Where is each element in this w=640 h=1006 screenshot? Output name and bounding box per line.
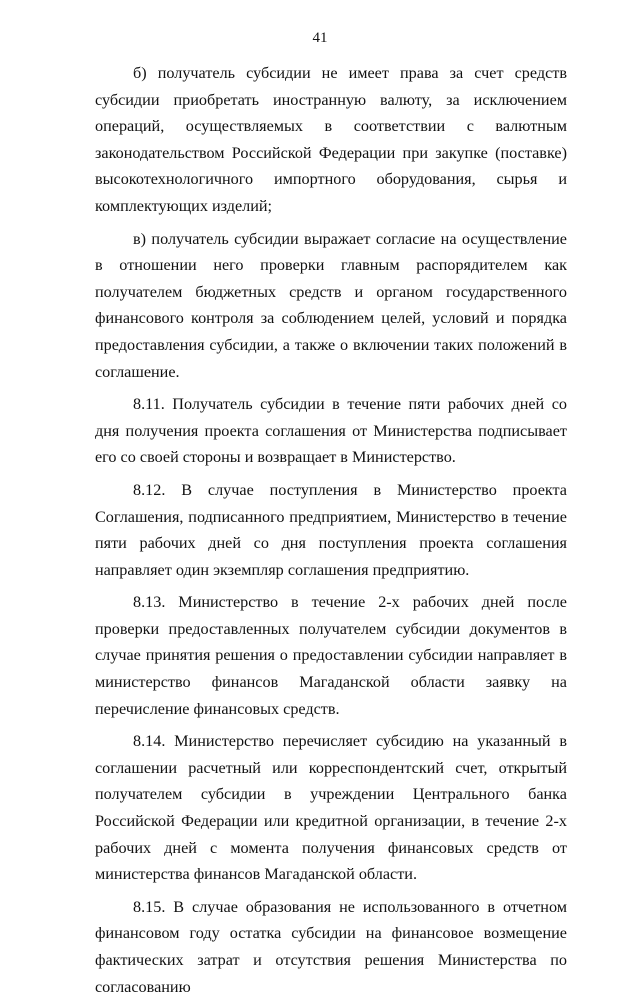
document-body (95, 60, 567, 1006)
paragraph-8-14: 8.14. Министерство перечисляет субсидию на указанный в соглашении расчетный или корреспондентский счет, открытый получателем субсидии в учреждении Центрального банка Российской Федерации или кредитной организации, в течение 2-х рабочих дней с момента получения финансовых средств от министерства финансов Магаданской области. (95, 732, 567, 884)
paragraph-8-13: 8.13. Министерство в течение 2-х рабочих дней после проверки предоставленных получателем субсидии документов в случае принятия решения о предоставлении субсидии направляет в министерство финансов Магаданской области заявку на перечисление финансовых средств. (95, 593, 567, 718)
paragraph-subitem-b: б) получатель субсидии не имеет права за счет средств субсидии приобретать иностранную валюту, за исключением операций, осуществляемых в соответствии с валютным законодательством Российской Федерации при закупке (поставке) высокотехнологичного импортного оборудования, сырья и комплектующих изделий; (95, 64, 567, 215)
paragraph-8-11: 8.11. Получатель субсидии в течение пяти рабочих дней со дня получения проекта соглашения от Министерства подписывает его со своей стороны и возвращает в Министерство. (95, 395, 567, 467)
paragraph-8-12: 8.12. В случае поступления в Министерство проекта Соглашения, подписанного предприятием, Министерство в течение пяти рабочих дней со дня поступления проекта соглашения направляет один экземпляр соглашения предприятию. (95, 480, 567, 579)
paragraph-subitem-v: в) получатель субсидии выражает согласие на осуществление в отношении него проверки главным распорядителем как получателем бюджетных средств и органом государственного финансового контроля за соблюдением целей, условий и порядка предоставления субсидии, а также о включении таких положений в соглашение. (95, 229, 567, 381)
paragraph-8-15: 8.15. В случае образования не использованного в отчетном финансовом году остатка субсидии на финансовое возмещение фактических затрат и отсутствия решения Министерства по согласованию (95, 897, 567, 996)
page-number: 41 (312, 30, 328, 46)
